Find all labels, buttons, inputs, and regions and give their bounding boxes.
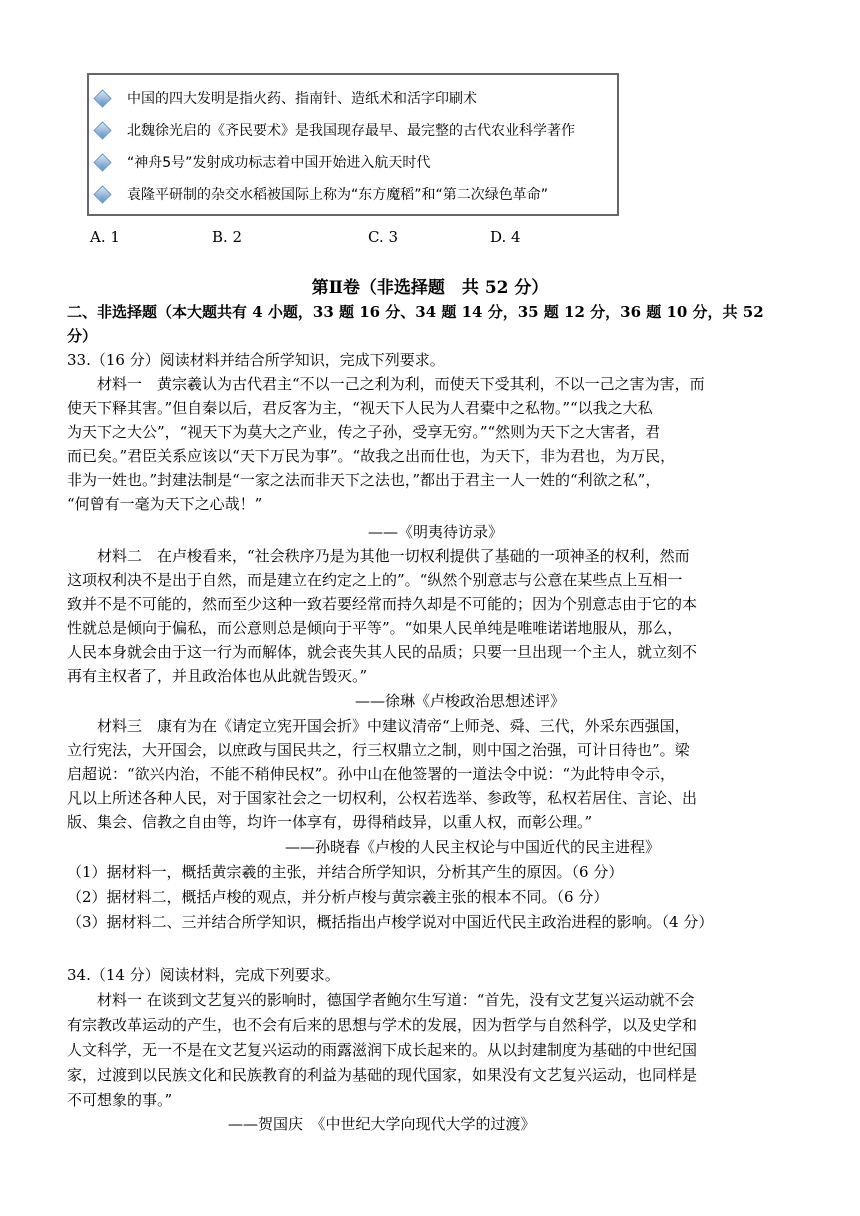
q33-material-2-line: 再有主权者了，并且政治体也从此就告毁灭。” <box>67 667 368 685</box>
q34-material-1-line: 不可想象的事。” <box>67 1091 173 1109</box>
statements-box <box>87 73 619 216</box>
q33-material-2-source: ——徐琳《卢梭政治思想述评》 <box>355 692 566 710</box>
q33-material-2-line: 性就总是倾向于偏私，而公意则总是倾向于平等”。“如果人民单纯是唯唯诺诺地服从，那么， <box>67 619 683 637</box>
q33-material-1-line: “何曾有一毫为天下之心哉！” <box>67 495 263 513</box>
q33-question-2: （2）据材料二，概括卢梭的观点，并分析卢梭与黄宗羲主张的根本不同。（6 分） <box>67 888 609 906</box>
q34-material-1-line: 有宗教改革运动的产生，也不会有后来的思想与学术的发展，因为哲学与自然科学，以及史学和 <box>67 1016 698 1034</box>
diamond-bullet-icon <box>93 185 111 203</box>
q33-material-1-line: 非为一姓也。”封建法制是“一家之法而非天下之法也，”都出于君主一人一姓的“利欲之私”， <box>67 471 661 489</box>
option-a: A. 1 <box>90 228 120 246</box>
q34-material-1-line: 家，过渡到以民族文化和民族教育的利益为基础的现代国家，如果没有文艺复兴运动，也同样是 <box>67 1066 698 1084</box>
option-c: C. 3 <box>368 228 399 246</box>
q33-material-3-line: 启超说：“欲兴内治，不能不稍伸民权”。孙中山在他签署的一道法令中说：“为此特申令示， <box>67 765 676 783</box>
q33-material-1-line: 使天下释其害。”但自秦以后，君反客为主，“视天下人民为人君橐中之私物。”“以我之大私 <box>67 399 653 417</box>
q34-material-1-line: 材料一 在谈到文艺复兴的影响时，德国学者鲍尔生写道：“首先，没有文艺复兴运动就不会 <box>67 991 695 1009</box>
q33-material-2-line: 材料二 在卢梭看来，“社会秩序乃是为其他一切权利提供了基础的一项神圣的权利，然而 <box>67 547 690 565</box>
q34-intro: 34.（14 分）阅读材料，完成下列要求。 <box>67 966 340 984</box>
q33-question-1: （1）据材料一，概括黄宗羲的主张，并结合所学知识，分析其产生的原因。（6 分） <box>67 863 624 881</box>
q33-material-2-line: 这项权利决不是出于自然，而是建立在约定之上的”。“纵然个别意志与公意在某些点上互相一 <box>67 571 683 589</box>
q33-intro: 33.（16 分）阅读材料并结合所学知识，完成下列要求。 <box>67 351 445 369</box>
q33-material-1-line: 为天下之大公”，“视天下为莫大之产业，传之子孙，受享无穷。”“然则为天下之大害者，君 <box>67 423 661 441</box>
option-d: D. 4 <box>490 228 521 246</box>
part-heading-line-1: 二、非选择题（本大题共有 4 小题，33 题 16 分、34 题 14 分，35 题 12 分，36 题 10 分，共 52 <box>67 303 764 321</box>
part-heading-line-2: 分） <box>67 327 98 345</box>
q33-material-3-line: 材料三 康有为在《请定立宪开国会折》中建议清帝“上师尧、舜、三代，外采东西强国， <box>67 717 690 735</box>
q33-material-3-line: 凡以上所述各种人民，对于国家社会之一切权利，公权若选举、参政等，私权若居住、言论、出 <box>67 789 698 807</box>
q34-material-1-line: 人文科学，无一不是在文艺复兴运动的雨露滋润下成长起来的。从以封建制度为基础的中世纪国 <box>67 1041 698 1059</box>
q33-material-1-line: 材料一 黄宗羲认为古代君主“不以一己之利为利，而使天下受其利，不以一己之害为害，而 <box>67 375 705 393</box>
q33-material-1-line: 而已矣。”君臣关系应该以“天下万民为事”。“故我之出而仕也，为天下，非为君也，为万民， <box>67 447 676 465</box>
q33-question-3: （3）据材料二、三并结合所学知识，概括指出卢梭学说对中国近代民主政治进程的影响。（4 分） <box>67 913 714 931</box>
diamond-bullet-icon <box>93 121 111 139</box>
q33-material-2-line: 人民本身就会由于这一行为而解体，就会丧失其人民的品质；只要一旦出现一个主人，就立刻不 <box>67 643 698 661</box>
statement-text: 中国的四大发明是指火药、指南针、造纸术和活字印刷术 <box>127 91 477 107</box>
statement-text: “神舟5号”发射成功标志着中国开始进入航天时代 <box>127 155 431 171</box>
q33-material-3-line: 版、集会、信教之自由等，均许一体享有，毋得稍歧异，以重人权，而彰公理。” <box>67 813 593 831</box>
section-title: 第Ⅱ卷（非选择题 共 52 分） <box>311 278 549 298</box>
q33-material-1-source: ——《明夷待访录》 <box>368 523 504 541</box>
statement-text: 袁隆平研制的杂交水稻被国际上称为“东方魔稻”和“第二次绿色革命” <box>127 187 549 203</box>
q33-material-2-line: 致并不是不可能的，然而至少这种一致若要经常而持久却是不可能的；因为个别意志由于它的本 <box>67 595 698 613</box>
q33-material-3-line: 立行宪法，大开国会，以庶政与国民共之，行三权鼎立之制，则中国之治强，可计日待也”。梁 <box>67 741 690 759</box>
q34-material-1-source: ——贺国庆 《中世纪大学向现代大学的过渡》 <box>228 1115 536 1133</box>
q33-material-3-source: ——孙晓春《卢梭的人民主权论与中国近代的民主进程》 <box>285 838 661 856</box>
option-b: B. 2 <box>212 228 243 246</box>
statement-text: 北魏徐光启的《齐民要术》是我国现存最早、最完整的古代农业科学著作 <box>127 123 575 139</box>
diamond-bullet-icon <box>93 153 111 171</box>
diamond-bullet-icon <box>93 89 111 107</box>
